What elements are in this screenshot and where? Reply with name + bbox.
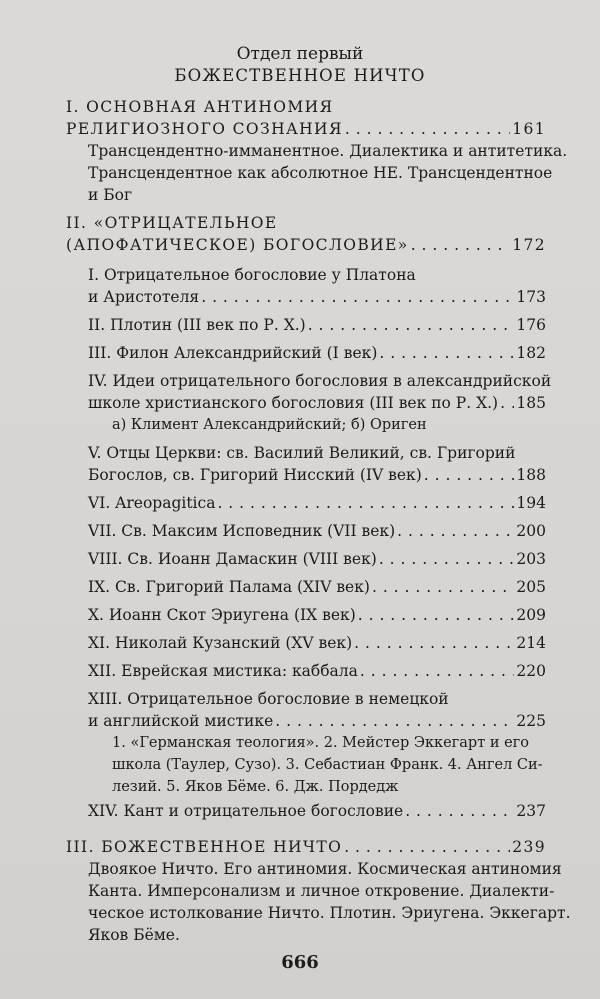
leader-dots xyxy=(500,392,514,414)
part-label: Отдел первый xyxy=(236,44,364,64)
sub4-note: а) Климент Александрийский; б) Ориген xyxy=(112,417,427,433)
sec1-desc-2: Трансцендентное как абсолютное НЕ. Трансцендентное xyxy=(88,164,553,182)
sec1-title-line2: РЕЛИГИОЗНОГО СОЗНАНИЯ xyxy=(66,120,343,138)
sec2-entry[interactable] xyxy=(66,234,546,256)
sec3-title: III. БОЖЕСТВЕННОЕ НИЧТО xyxy=(66,838,343,856)
sub12-entry[interactable] xyxy=(88,660,546,682)
sub8-title: VIII. Св. Иоанн Дамаскин (VIII век) xyxy=(88,550,377,568)
sub5-page: 188 xyxy=(516,466,546,484)
sub12-page: 220 xyxy=(516,662,546,680)
sub6-title: VI. Areopagitica xyxy=(88,494,216,512)
sub7-entry[interactable] xyxy=(88,520,546,542)
sub9-entry[interactable] xyxy=(88,576,546,598)
sub5-line1: V. Отцы Церкви: св. Василий Великий, св. Григорий xyxy=(88,444,516,462)
sub7-page: 200 xyxy=(516,522,546,540)
sub4-entry[interactable] xyxy=(88,392,546,414)
sub1-line1: I. Отрицательное богословие у Платона xyxy=(88,266,416,284)
leader-dots xyxy=(354,632,514,654)
leader-dots xyxy=(405,800,514,822)
sub5-line2: Богослов, св. Григорий Нисский (IV век) xyxy=(88,466,422,484)
leader-dots xyxy=(411,234,511,256)
sub2-entry[interactable] xyxy=(88,314,546,336)
sub5-entry[interactable] xyxy=(88,464,546,486)
sec1-desc-3: и Бог xyxy=(88,186,133,204)
leader-dots xyxy=(379,548,515,570)
sub12-title: XII. Еврейская мистика: каббала xyxy=(88,662,358,680)
leader-dots xyxy=(201,286,514,308)
sec3-desc-1: Двоякое Ничто. Его антиномия. Космическая антиномия xyxy=(88,860,562,878)
sub1-line2: и Аристотеля xyxy=(88,288,200,306)
sub13-note-3: лезий. 5. Яков Бёме. 6. Дж. Пордедж xyxy=(112,779,399,795)
sec2-title-line1: II. «ОТРИЦАТЕЛЬНОЕ xyxy=(66,214,278,232)
leader-dots xyxy=(360,660,515,682)
sec1-page: 161 xyxy=(512,120,546,138)
sub1-page: 173 xyxy=(516,288,546,306)
page-number: 666 xyxy=(281,952,319,973)
leader-dots xyxy=(344,836,510,858)
part-title: БОЖЕСТВЕННОЕ НИЧТО xyxy=(174,66,426,85)
sub13-entry[interactable] xyxy=(88,710,546,732)
sec2-title-line2: (АПОФАТИЧЕСКОЕ) БОГОСЛОВИЕ» xyxy=(66,236,409,254)
sub13-page: 225 xyxy=(516,712,546,730)
sec3-desc-2: Канта. Имперсонализм и личное откровение. Диалекти- xyxy=(88,882,555,900)
sub14-title: XIV. Кант и отрицательное богословие xyxy=(88,802,404,820)
leader-dots xyxy=(372,576,514,598)
sub14-page: 237 xyxy=(516,802,546,820)
sub4-line2: школе христианского богословия (III век по Р. Х.) xyxy=(88,394,499,412)
sub9-title: IX. Св. Григорий Палама (XIV век) xyxy=(88,578,370,596)
leader-dots xyxy=(379,342,514,364)
sub8-entry[interactable] xyxy=(88,548,546,570)
sec2-page: 172 xyxy=(512,236,546,254)
sub13-note-2: школа (Таулер, Сузо). 3. Себастиан Франк. 4. Ангел Си- xyxy=(112,757,543,773)
leader-dots xyxy=(424,464,515,486)
sub10-title: X. Иоанн Скот Эриугена (IX век) xyxy=(88,606,356,624)
sub10-entry[interactable] xyxy=(88,604,546,626)
sec3-entry[interactable] xyxy=(66,836,546,858)
sub13-note-1: 1. «Германская теология». 2. Мейстер Эккегарт и его xyxy=(112,735,530,751)
leader-dots xyxy=(308,314,515,336)
sub7-title: VII. Св. Максим Исповедник (VII век) xyxy=(88,522,396,540)
sub2-page: 176 xyxy=(516,316,546,334)
sub3-page: 182 xyxy=(516,344,546,362)
leader-dots xyxy=(358,604,515,626)
sub11-entry[interactable] xyxy=(88,632,546,654)
sec1-desc-1: Трансцендентно-имманентное. Диалектика и антитетика. xyxy=(88,142,568,160)
sub11-page: 214 xyxy=(516,634,546,652)
leader-dots xyxy=(397,520,514,542)
sec1-entry[interactable] xyxy=(66,118,546,140)
sub1-entry[interactable] xyxy=(88,286,546,308)
sec3-page: 239 xyxy=(512,838,546,856)
sub4-line1: IV. Идеи отрицательного богословия в александрийской xyxy=(88,372,552,390)
sub9-page: 205 xyxy=(516,578,546,596)
sub3-entry[interactable] xyxy=(88,342,546,364)
sub4-page: 185 xyxy=(516,394,546,412)
sec3-desc-4: Яков Бёме. xyxy=(88,926,180,944)
sub10-page: 209 xyxy=(516,606,546,624)
leader-dots xyxy=(345,118,510,140)
sub13-line2: и английской мистике xyxy=(88,712,274,730)
sub6-entry[interactable] xyxy=(88,492,546,514)
sub13-line1: XIII. Отрицательное богословие в немецкой xyxy=(88,690,449,708)
leader-dots xyxy=(275,710,514,732)
sec3-desc-3: ческое истолкование Ничто. Плотин. Эриугена. Эккегарт. xyxy=(88,904,571,922)
sec1-title-line1: I. ОСНОВНАЯ АНТИНОМИЯ xyxy=(66,98,334,116)
sub6-page: 194 xyxy=(516,494,546,512)
leader-dots xyxy=(217,492,514,514)
sub8-page: 203 xyxy=(516,550,546,568)
sub2-title: II. Плотин (III век по Р. Х.) xyxy=(88,316,306,334)
sub3-title: III. Филон Александрийский (I век) xyxy=(88,344,378,362)
sub14-entry[interactable] xyxy=(88,800,546,822)
sub11-title: XI. Николай Кузанский (XV век) xyxy=(88,634,353,652)
